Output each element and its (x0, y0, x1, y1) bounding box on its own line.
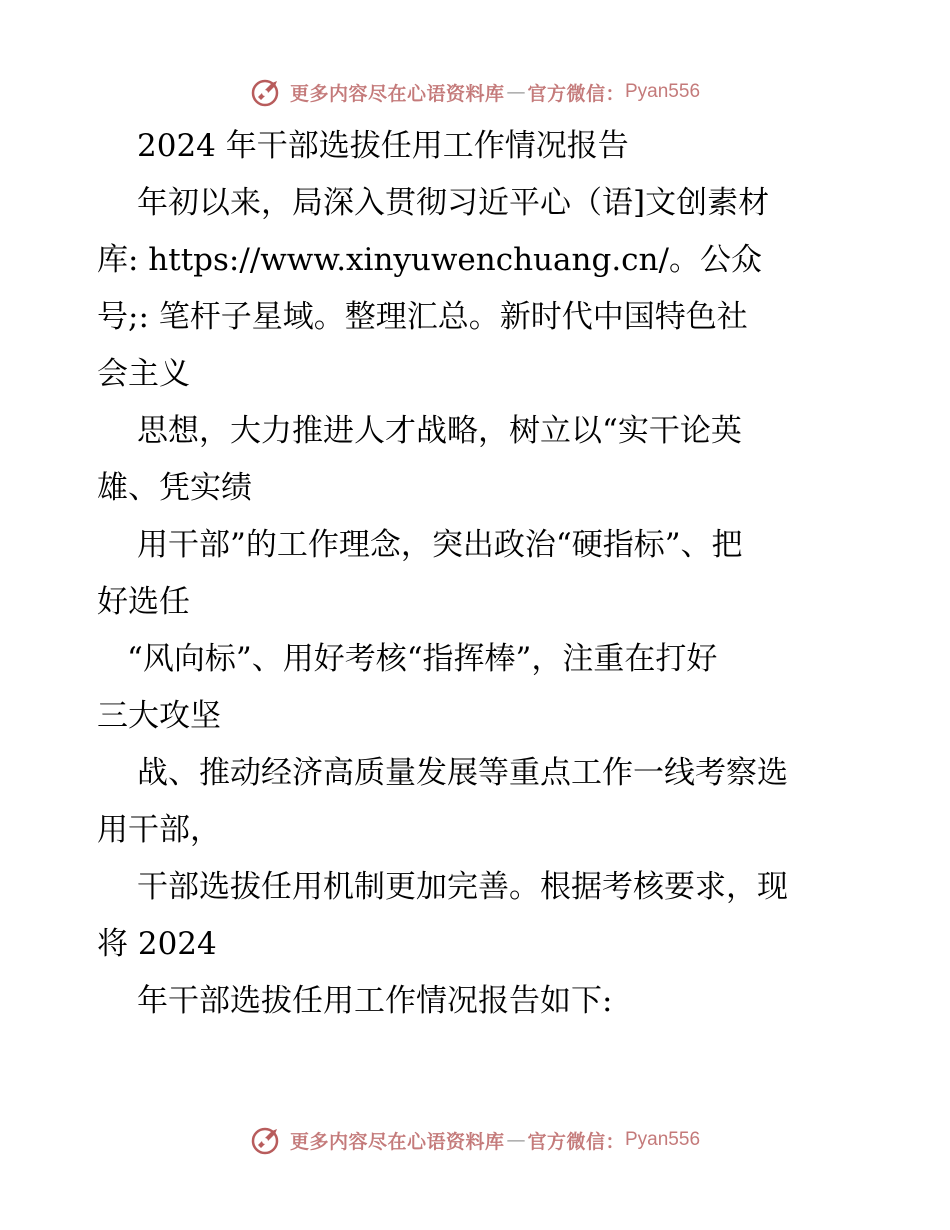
paragraph-line: 库: https://www.xinyuwenchuang.cn/。公众 (97, 242, 762, 278)
watermark-handle: Pyan556 (625, 1129, 701, 1150)
watermark-dash: — (506, 1129, 526, 1151)
paragraph-line: 将 2024 (97, 926, 217, 962)
paragraph-line: 三大攻坚 (97, 698, 221, 734)
watermark-label: 官方微信： (527, 1130, 625, 1153)
paragraph-line: 雄、凭实绩 (97, 470, 252, 506)
paragraph-line: 用干部， (97, 812, 221, 848)
watermark-handle: Pyan556 (625, 81, 701, 102)
document-title: 2024 年干部选拔任用工作情况报告 (137, 128, 629, 164)
watermark-header (0, 72, 950, 112)
document-body (97, 118, 857, 1030)
paragraph-line: 用干部”的工作理念，突出政治“硬指标”、把 (137, 527, 743, 563)
paragraph-line: 好选任 (97, 584, 190, 620)
pen-nib-circle-icon (250, 75, 284, 109)
paragraph-line: 战、推动经济高质量发展等重点工作一线考察选 (137, 755, 788, 791)
paragraph-line: 会主义 (97, 356, 190, 392)
watermark-text: 更多内容尽在心语资料库 (289, 1130, 505, 1153)
watermark-dash: — (506, 81, 526, 103)
paragraph-line: “风向标”、用好考核“指挥棒”，注重在打好 (127, 641, 718, 677)
paragraph-line: 年干部选拔任用工作情况报告如下: (137, 983, 613, 1019)
watermark-footer (0, 1120, 950, 1160)
paragraph-line: 年初以来，局深入贯彻习近平心（语]文创素材 (137, 185, 770, 221)
paragraph-line: 思想，大力推进人才战略，树立以“实干论英 (137, 413, 742, 449)
pen-nib-circle-icon (250, 1123, 284, 1157)
watermark-label: 官方微信： (527, 82, 625, 105)
watermark-text: 更多内容尽在心语资料库 (289, 82, 505, 105)
paragraph-line: 干部选拔任用机制更加完善。根据考核要求，现 (137, 869, 788, 905)
paragraph-line: 号;: 笔杆子星域。整理汇总。新时代中国特色社 (97, 299, 748, 335)
